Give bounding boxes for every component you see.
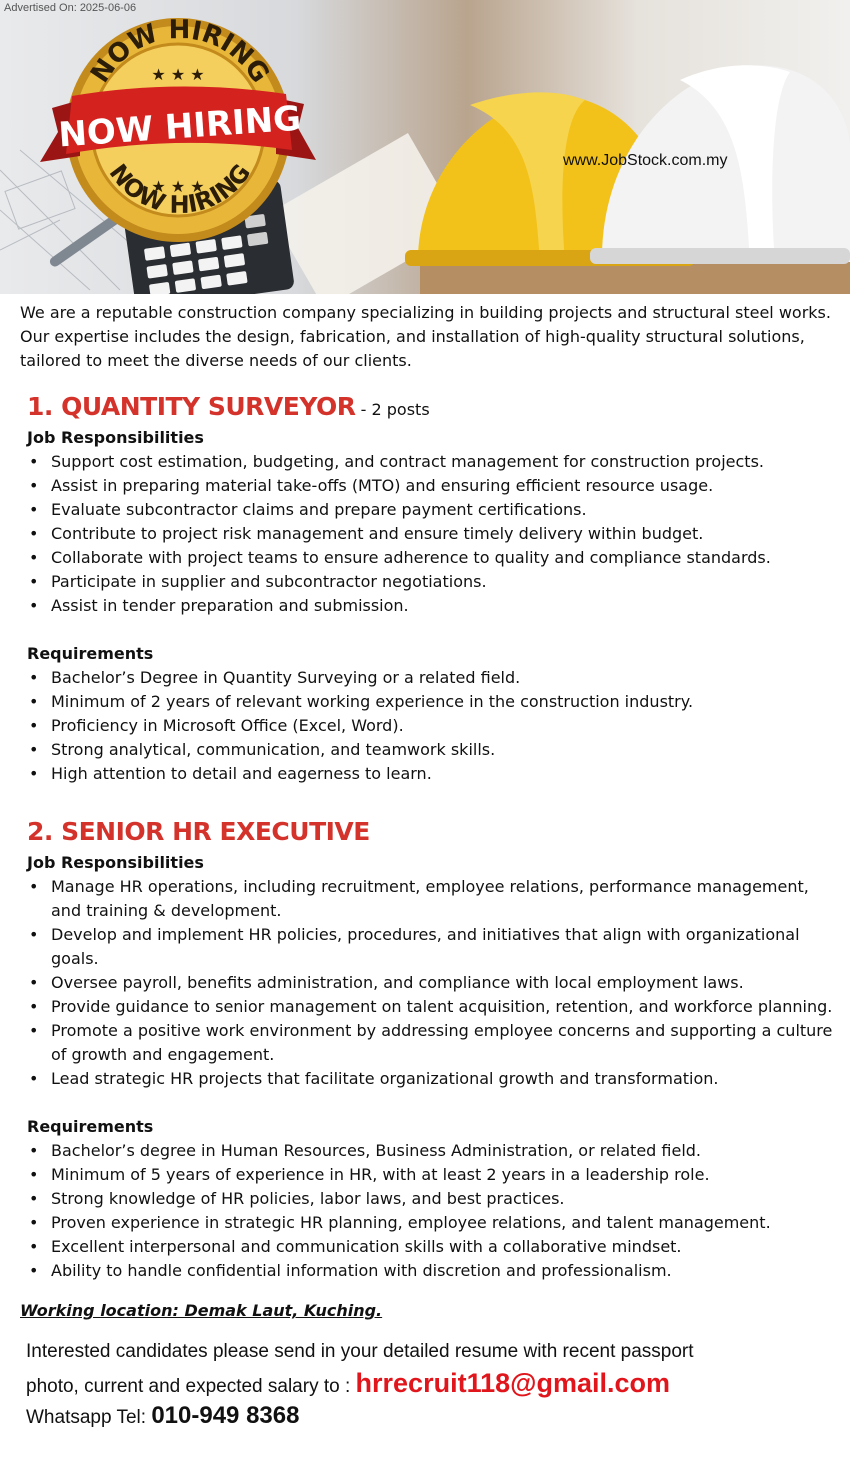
list-item: • Manage HR operations, including recruitment, employee relations, performance management, and training & development. xyxy=(27,875,842,923)
contact-line-2-text: photo, current and expected salary to : xyxy=(26,1376,356,1397)
list-item: • Contribute to project risk management and ensure timely delivery within budget. xyxy=(27,522,842,546)
badge-top-text: NOW HIRING xyxy=(85,15,275,89)
website-url: www.JobStock.com.my xyxy=(563,152,728,169)
phone-number[interactable]: 010-949 8368 xyxy=(151,1402,300,1429)
list-item: • Develop and implement HR policies, procedures, and initiatives that align with organizational goals. xyxy=(27,923,842,971)
list-item: • Provide guidance to senior management on talent acquisition, retention, and workforce planning. xyxy=(27,995,842,1019)
list-item: • Minimum of 5 years of experience in HR, with at least 2 years in a leadership role. xyxy=(27,1163,842,1187)
job1-requirements-heading: Requirements xyxy=(27,644,154,663)
job1-responsibilities-list xyxy=(27,450,842,618)
contact-line-3 xyxy=(26,1402,299,1430)
list-item: • Evaluate subcontractor claims and prepare payment certifications. xyxy=(27,498,842,522)
job-title-quantity-surveyor xyxy=(27,392,430,421)
badge-text-layer xyxy=(0,0,360,294)
contact-line-2 xyxy=(26,1368,670,1399)
job-posts-count: - 2 posts xyxy=(355,400,430,419)
list-item: • Support cost estimation, budgeting, and contract management for construction projects. xyxy=(27,450,842,474)
list-item: • Strong analytical, communication, and teamwork skills. xyxy=(27,738,842,762)
badge-bottom-text: NOW HIRING xyxy=(103,158,257,219)
svg-text:★ ★ ★: ★ ★ ★ xyxy=(151,65,205,84)
list-item: • Assist in preparing material take-offs (MTO) and ensuring efficient resource usage. xyxy=(27,474,842,498)
job-title-text: 2. SENIOR HR EXECUTIVE xyxy=(27,817,370,846)
list-item: • Lead strategic HR projects that facilitate organizational growth and transformation. xyxy=(27,1067,842,1091)
list-item: • High attention to detail and eagerness to learn. xyxy=(27,762,842,786)
list-item: • Minimum of 2 years of relevant working experience in the construction industry. xyxy=(27,690,842,714)
list-item: • Participate in supplier and subcontractor negotiations. xyxy=(27,570,842,594)
job-title-text: 1. QUANTITY SURVEYOR xyxy=(27,392,356,421)
email-link[interactable]: hrrecruit118@gmail.com xyxy=(355,1368,670,1398)
job2-responsibilities-heading: Job Responsibilities xyxy=(27,853,204,872)
list-item: • Proficiency in Microsoft Office (Excel, Word). xyxy=(27,714,842,738)
svg-text:★ ★ ★: ★ ★ ★ xyxy=(151,177,205,196)
job1-requirements-list xyxy=(27,666,842,786)
header-banner xyxy=(0,0,850,294)
contact-line-1: Interested candidates please send in your detailed resume with recent passport xyxy=(26,1341,694,1362)
list-item: • Bachelor’s degree in Human Resources, Business Administration, or related field. xyxy=(27,1139,842,1163)
job-title-senior-hr-executive xyxy=(27,817,370,846)
working-location: Working location: Demak Laut, Kuching. xyxy=(20,1301,383,1320)
list-item: • Assist in tender preparation and submission. xyxy=(27,594,842,618)
list-item: • Ability to handle confidential information with discretion and professionalism. xyxy=(27,1259,842,1283)
whatsapp-label: Whatsapp Tel: xyxy=(26,1407,152,1428)
list-item: • Excellent interpersonal and communication skills with a collaborative mindset. xyxy=(27,1235,842,1259)
list-item: • Oversee payroll, benefits administration, and compliance with local employment laws. xyxy=(27,971,842,995)
list-item: • Collaborate with project teams to ensure adherence to quality and compliance standards. xyxy=(27,546,842,570)
list-item: • Promote a positive work environment by addressing employee concerns and supporting a culture of growth and engagement. xyxy=(27,1019,842,1067)
job1-responsibilities-heading: Job Responsibilities xyxy=(27,428,204,447)
company-intro: We are a reputable construction company specializing in building projects and structural steel works. Our expertise includes the design, fabrication, and installation of high-quality structural solutions, tailored to meet the diverse needs of our clients. xyxy=(20,303,831,370)
list-item: • Strong knowledge of HR policies, labor laws, and best practices. xyxy=(27,1187,842,1211)
list-item: • Proven experience in strategic HR planning, employee relations, and talent management. xyxy=(27,1211,842,1235)
badge-main-text: NOW HIRING xyxy=(57,98,303,156)
job2-requirements-heading: Requirements xyxy=(27,1117,154,1136)
advertised-date: Advertised On: 2025-06-06 xyxy=(4,2,137,14)
job2-requirements-list xyxy=(27,1139,842,1283)
job2-responsibilities-list xyxy=(27,875,842,1091)
list-item: • Bachelor’s Degree in Quantity Surveying or a related field. xyxy=(27,666,842,690)
